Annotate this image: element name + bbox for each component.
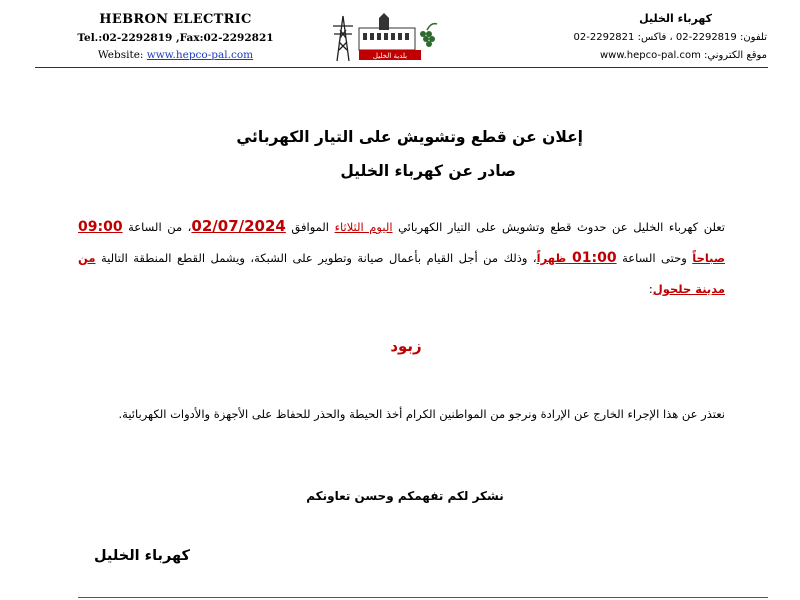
thanks-line: نشكر لكم تفهمكم وحسن تعاونكم	[306, 489, 504, 503]
header-english-block	[68, 12, 283, 61]
p1-to: وحتى الساعة	[616, 251, 693, 265]
notice-title: إعلان عن قطع وتشويش على التيار الكهربائي	[236, 128, 583, 146]
header-divider	[35, 67, 768, 68]
company-name-ar: كهرباء الخليل	[639, 12, 712, 25]
hebron-municipality-logo	[323, 12, 463, 62]
header-arabic-block	[517, 12, 767, 61]
website-line-en	[68, 49, 283, 61]
p1-end: :	[648, 282, 653, 296]
p1-day: اليوم الثلاثاء	[334, 220, 393, 234]
p1-from-time: 09:00	[78, 219, 123, 235]
logo-caption: بلدية الخليل	[372, 52, 408, 60]
p1-reason: ، وذلك من أجل القيام بأعمال صيانة وتطوير على الشبكة، ويشمل القطع المنطقة التالية	[95, 251, 537, 265]
affected-area: زبود	[390, 337, 422, 355]
phones-ar: تلفون: 2292819-02 ، فاكس: 2292821-02	[573, 32, 767, 43]
p1-to-period: ظهراً	[536, 251, 572, 265]
p1-date-prefix: الموافق	[285, 220, 335, 234]
website-ar: موقع الكتروني: www.hepco-pal.com	[599, 50, 767, 61]
p1-to-time: 01:00	[572, 250, 617, 266]
p1-from: ، من الساعة	[122, 220, 192, 234]
p1-from-period: صباحاً	[692, 251, 725, 265]
p1-city: من مدينة حلحول	[78, 251, 725, 296]
website-link[interactable]: www.hepco-pal.com	[146, 49, 254, 61]
p1-date: 02/07/2024	[191, 217, 286, 235]
footer-divider	[78, 597, 768, 598]
signature: كهرباء الخليل	[93, 548, 190, 564]
company-name-en: HEBRON ELECTRIC	[99, 12, 252, 27]
notice-subtitle: صادر عن كهرباء الخليل	[340, 162, 516, 180]
notice-paragraph-2: نعتذر عن هذا الإجراء الخارج عن الإرادة ونرجو من المواطنين الكرام أخذ الحيطة والحذر للحفاظ على الأجهزة والأدوات الكهربائية.	[118, 407, 725, 421]
notice-paragraph-1	[78, 211, 725, 305]
tel-fax-en: Tel.:02-2292819 ,Fax:02-2292821	[77, 32, 274, 44]
p1-intro: تعلن كهرباء الخليل عن حدوث قطع وتشويش على التيار الكهربائي	[392, 220, 726, 234]
website-label-en: Website:	[97, 49, 147, 61]
